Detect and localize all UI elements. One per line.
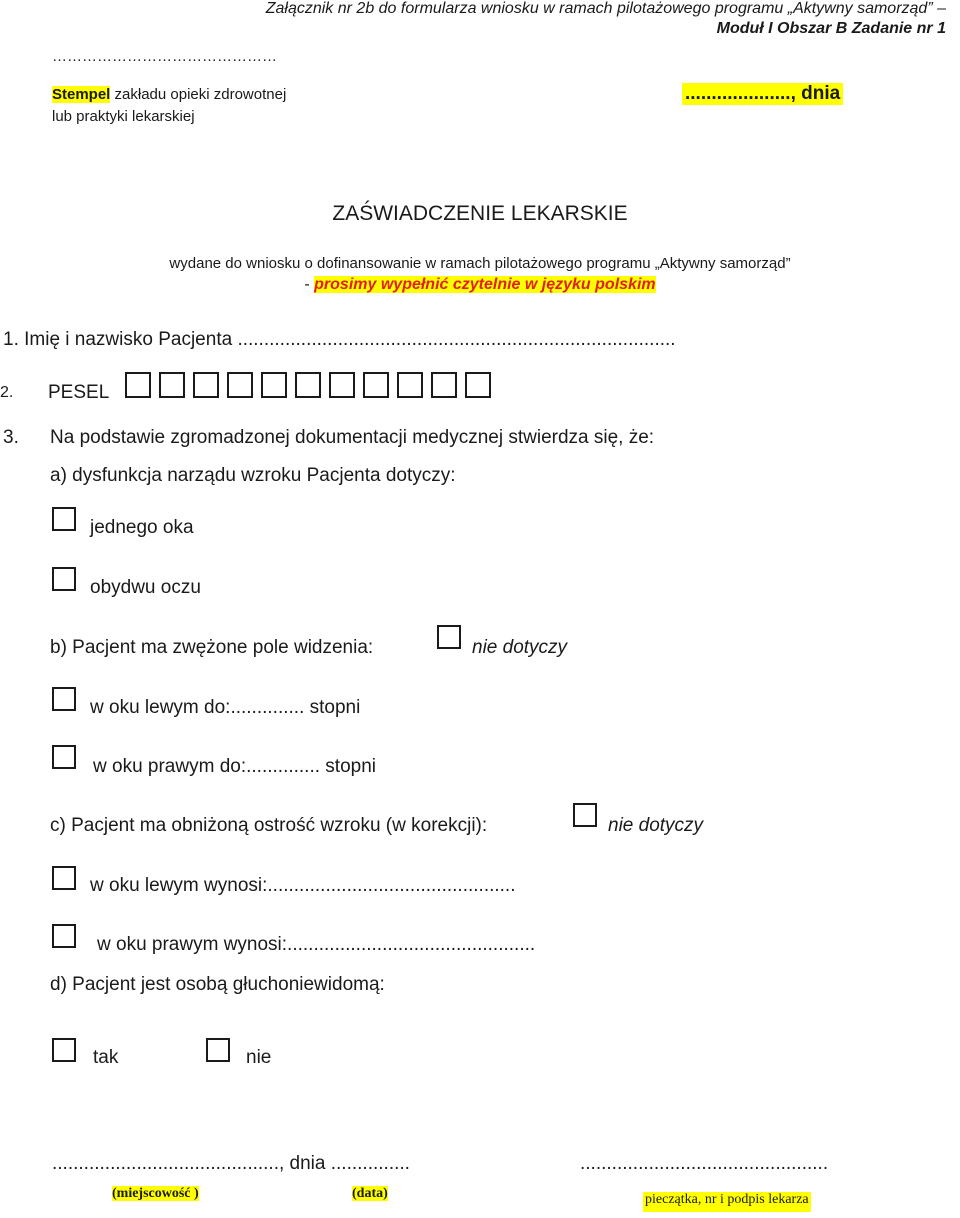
fill-instruction [0,276,960,294]
pesel-digit-box[interactable] [125,372,151,398]
section-b-label: b) Pacjent ma zwężone pole widzenia: [50,637,374,658]
pesel-digit-box[interactable] [363,372,389,398]
pesel-digit-box[interactable] [329,372,355,398]
one-eye-checkbox[interactable] [52,507,76,531]
stamp-word: Stempel [52,86,111,103]
fill-instruction-prefix: - [304,276,315,293]
both-eyes-checkbox[interactable] [52,567,76,591]
pesel-digit-box[interactable] [261,372,287,398]
stamp-caption-line2: lub praktyki lekarskiej [52,108,195,125]
acuity-right-field[interactable]: w oku prawym wynosi:............................................... [97,934,536,955]
acuity-na-checkbox[interactable] [573,803,597,827]
date-caption [352,1186,388,1202]
deafblind-no-label: nie [246,1047,272,1068]
pesel-digit-box[interactable] [227,372,253,398]
deafblind-yes-checkbox[interactable] [52,1038,76,1062]
pesel-label: PESEL [48,382,110,403]
acuity-left-field[interactable]: w oku lewym wynosi:............................................... [90,875,516,896]
deafblind-no-checkbox[interactable] [206,1038,230,1062]
one-eye-label: jednego oka [90,517,194,538]
signature-field[interactable]: ............................................... [580,1153,829,1174]
pesel-digit-box[interactable] [295,372,321,398]
visual-field-na-label: nie dotyczy [472,637,568,658]
place-caption [112,1186,199,1202]
visual-field-left-field[interactable]: w oku lewym do:.............. stopni [90,697,361,718]
visual-field-right-field[interactable]: w oku prawym do:.............. stopni [93,756,376,777]
visual-field-right-checkbox[interactable] [52,745,76,769]
section-d-label: d) Pacjent jest osobą głuchoniewidomą: [50,974,385,995]
q3-statement: Na podstawie zgromadzonej dokumentacji medycznej stwierdza się, że: [50,427,655,448]
deafblind-yes-label: tak [93,1047,119,1068]
patient-name-field[interactable]: 1. Imię i nazwisko Pacjenta ................................................................................... [3,329,676,350]
acuity-left-checkbox[interactable] [52,866,76,890]
pesel-digit-box[interactable] [159,372,185,398]
pesel-digit-box[interactable] [193,372,219,398]
date-label: (data) [352,1186,388,1201]
pesel-digit-box[interactable] [431,372,457,398]
pesel-digit-box[interactable] [465,372,491,398]
stamp-rest: zakładu opieki zdrowotnej [110,86,287,103]
place-label: (miejscowość ) [112,1186,199,1201]
module-line: Moduł I Obszar B Zadanie nr 1 [716,20,946,37]
place-date-field[interactable]: ..........................................., dnia ............... [52,1153,410,1174]
pesel-number: 2. [0,384,14,401]
acuity-right-checkbox[interactable] [52,924,76,948]
both-eyes-label: obydwu oczu [90,577,201,598]
stamp-dots: ……………………………………… [52,48,277,65]
pesel-digit-box[interactable] [397,372,423,398]
q3-number: 3. [3,427,19,448]
document-subtitle: wydane do wniosku o dofinansowanie w ramach pilotażowego programu „Aktywny samorząd” [169,255,791,272]
visual-field-left-checkbox[interactable] [52,687,76,711]
annex-line: Załącznik nr 2b do formularza wniosku w ramach pilotażowego programu „Aktywny samorząd” – [265,0,946,17]
fill-instruction-highlight: prosimy wypełnić czytelnie w języku polskim [314,276,656,293]
date-field[interactable]: ...................., dnia [682,83,843,105]
document-title: ZAŚWIADCZENIE LEKARSKIE [332,202,628,225]
signature-label: pieczątka, nr i podpis lekarza [643,1192,811,1212]
section-c-label: c) Pacjent ma obniżoną ostrość wzroku (w korekcji): [50,815,488,836]
acuity-na-label: nie dotyczy [608,815,704,836]
visual-field-na-checkbox[interactable] [437,625,461,649]
section-a-label: a) dysfunkcja narządu wzroku Pacjenta dotyczy: [50,465,456,486]
stamp-caption [52,86,286,103]
